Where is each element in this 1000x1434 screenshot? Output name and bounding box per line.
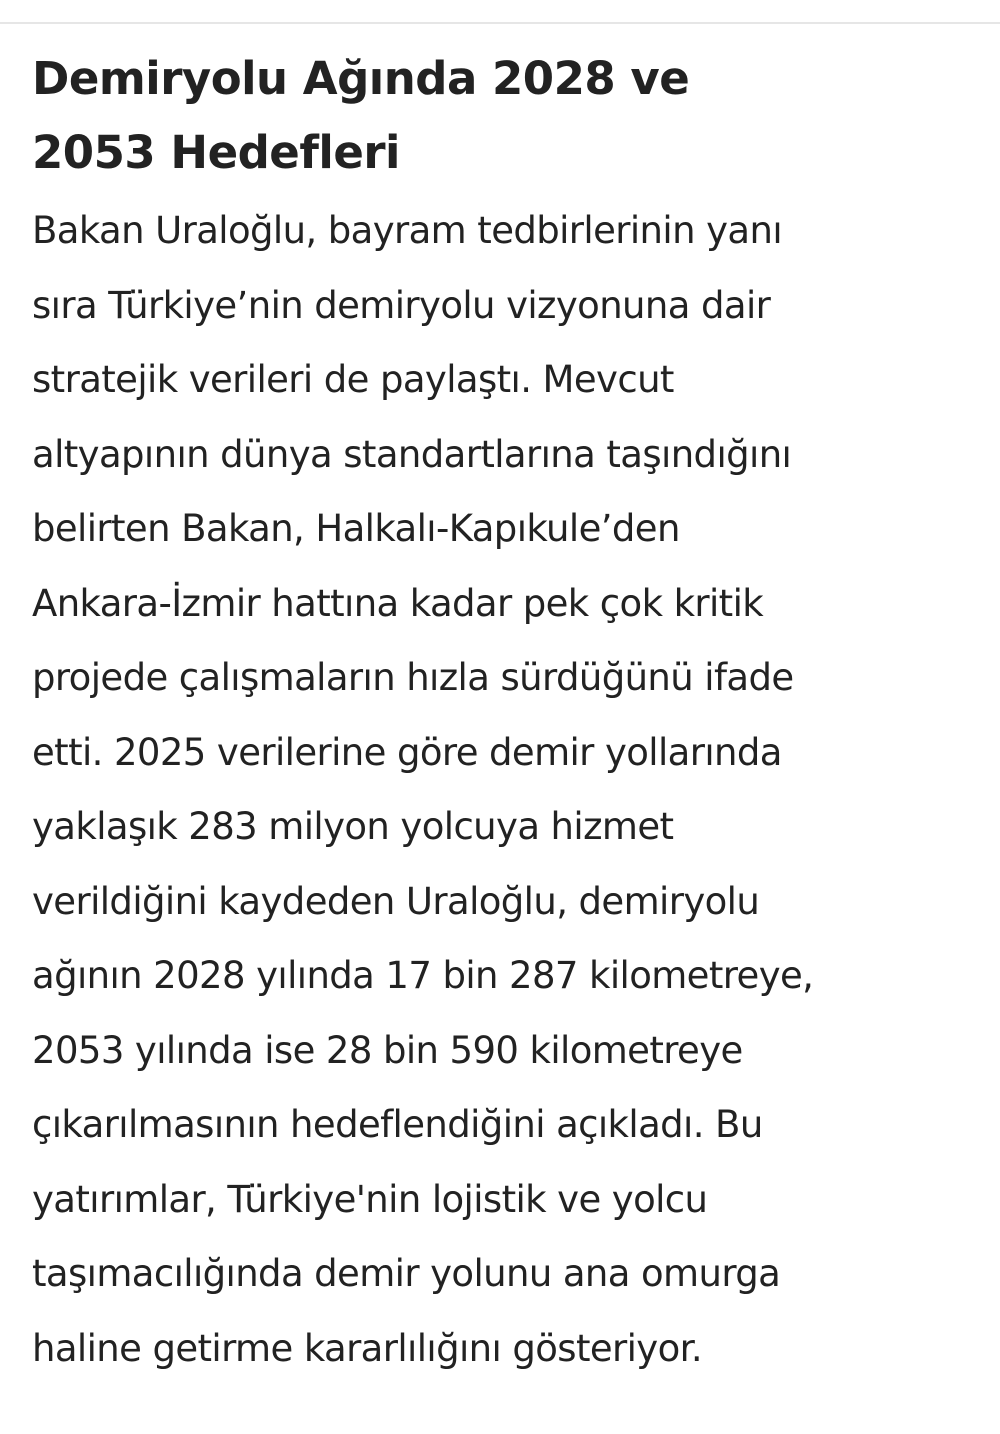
body-line: verildiğini kaydeden Uraloğlu, demiryolu <box>32 879 760 923</box>
body-line: stratejik verileri de paylaştı. Mevcut <box>32 358 674 401</box>
body-line: projede çalışmaların hızla sürdüğünü ifade <box>32 656 794 699</box>
body-line: etti. 2025 verilerine göre demir yollarında <box>32 730 782 774</box>
body-line: altyapının dünya standartlarına taşındığını <box>32 432 792 476</box>
body-line: Bakan Uraloğlu, bayram tedbirlerinin yanı <box>32 209 782 252</box>
headline-line: Demiryolu Ağında 2028 ve <box>32 52 690 105</box>
body-line: 2053 yılında ise 28 bin 590 kilometreye <box>32 1028 743 1072</box>
body-line: Ankara-İzmir hattına kadar pek çok kritik <box>32 581 764 625</box>
news-article <box>32 42 968 1386</box>
body-line: haline getirme kararlılığını gösteriyor. <box>32 1326 703 1370</box>
body-line: taşımacılığında demir yolunu ana omurga <box>32 1252 781 1295</box>
body-line: ağının 2028 yılında 17 bin 287 kilometreye, <box>32 954 814 997</box>
article-body <box>32 194 968 1386</box>
body-line: yaklaşık 283 milyon yolcuya hizmet <box>32 805 674 848</box>
body-line: sıra Türkiye’nin demiryolu vizyonuna dair <box>32 283 771 327</box>
headline-line: 2053 Hedefleri <box>32 126 400 179</box>
article-headline <box>32 42 968 190</box>
body-line: çıkarılmasının hedeflendiğini açıkladı. Bu <box>32 1103 763 1146</box>
top-divider <box>0 22 1000 24</box>
body-line: yatırımlar, Türkiye'nin lojistik ve yolcu <box>32 1177 708 1221</box>
body-line: belirten Bakan, Halkalı-Kapıkule’den <box>32 507 680 550</box>
